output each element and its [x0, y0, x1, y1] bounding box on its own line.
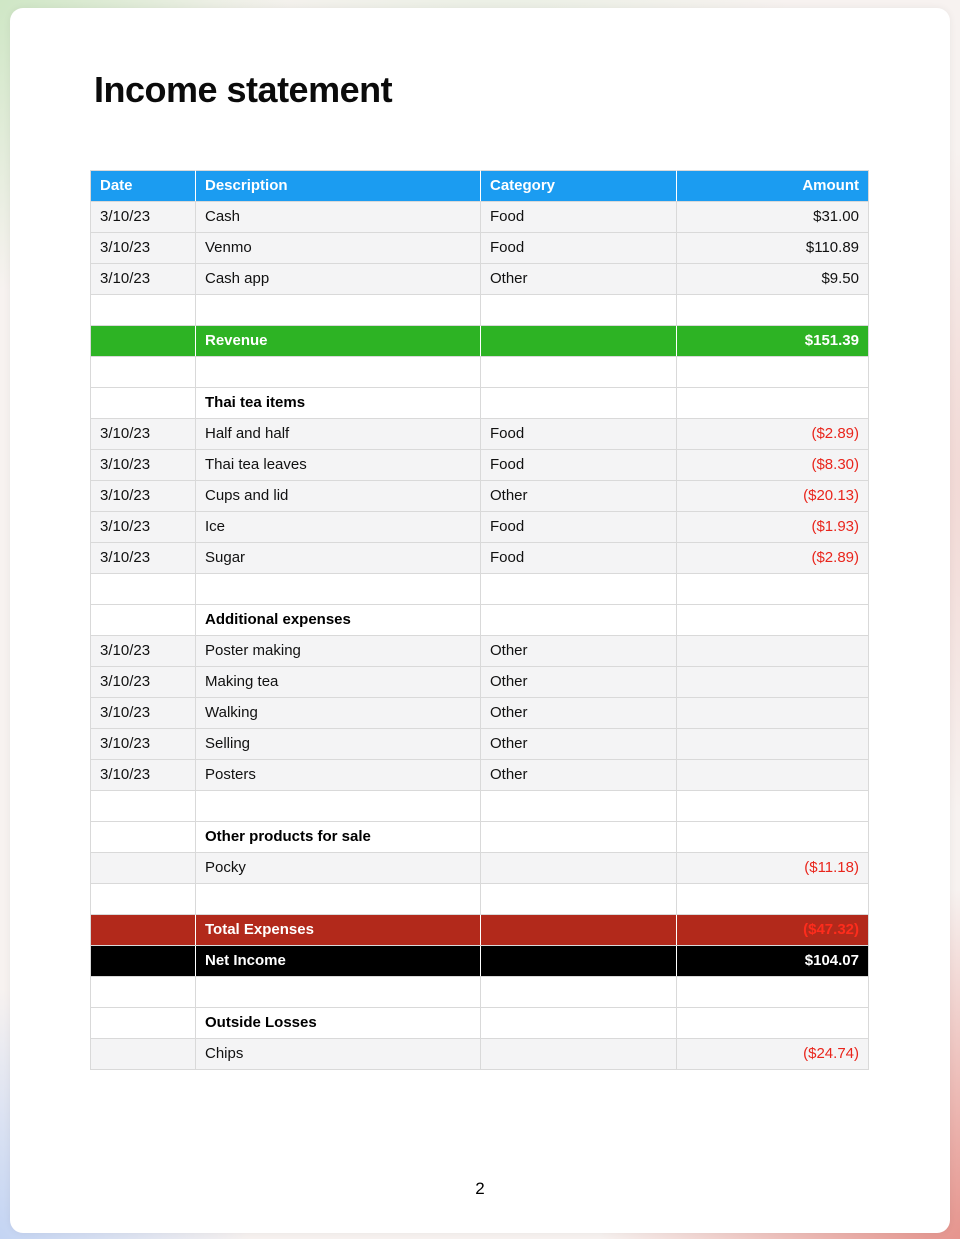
- cell-date: [91, 976, 196, 1007]
- cell-amount: [677, 728, 869, 759]
- cell-category: Other: [481, 697, 677, 728]
- document-page: [10, 8, 950, 1233]
- cell-category: Food: [481, 418, 677, 449]
- table-header-row: [91, 170, 869, 201]
- cell-amount: [677, 387, 869, 418]
- cell-amount: ($2.89): [677, 418, 869, 449]
- table-row-total: [91, 914, 869, 945]
- table-row-data: [91, 542, 869, 573]
- cell-date: 3/10/23: [91, 418, 196, 449]
- table-row-data: [91, 728, 869, 759]
- table-row-data: [91, 201, 869, 232]
- table-row-data: [91, 1038, 869, 1069]
- cell-date: [91, 852, 196, 883]
- column-header-amount: Amount: [677, 170, 869, 201]
- cell-description: [196, 790, 481, 821]
- cell-amount: $9.50: [677, 263, 869, 294]
- cell-description: Total Expenses: [196, 914, 481, 945]
- cell-date: [91, 325, 196, 356]
- cell-description: Thai tea items: [196, 387, 481, 418]
- cell-category: [481, 387, 677, 418]
- cell-category: Food: [481, 542, 677, 573]
- cell-amount: ($8.30): [677, 449, 869, 480]
- cell-amount: [677, 573, 869, 604]
- cell-date: 3/10/23: [91, 232, 196, 263]
- cell-description: Revenue: [196, 325, 481, 356]
- cell-category: [481, 604, 677, 635]
- table-row-data: [91, 759, 869, 790]
- column-header-category: Category: [481, 170, 677, 201]
- cell-description: Selling: [196, 728, 481, 759]
- cell-amount: [677, 790, 869, 821]
- cell-date: [91, 914, 196, 945]
- table-row-data: [91, 449, 869, 480]
- cell-date: 3/10/23: [91, 480, 196, 511]
- table-body: [91, 201, 869, 1069]
- page-number: 2: [475, 1179, 485, 1198]
- table-row-data: [91, 480, 869, 511]
- cell-description: [196, 976, 481, 1007]
- cell-amount: ($1.93): [677, 511, 869, 542]
- cell-category: [481, 325, 677, 356]
- cell-date: 3/10/23: [91, 542, 196, 573]
- table-row-empty: [91, 790, 869, 821]
- table-row-section: [91, 604, 869, 635]
- table-row-empty: [91, 976, 869, 1007]
- cell-category: Other: [481, 759, 677, 790]
- cell-date: [91, 883, 196, 914]
- column-header-description: Description: [196, 170, 481, 201]
- cell-date: [91, 1007, 196, 1038]
- cell-date: 3/10/23: [91, 728, 196, 759]
- cell-amount: [677, 976, 869, 1007]
- cell-amount: $151.39: [677, 325, 869, 356]
- table-row-data: [91, 666, 869, 697]
- cell-description: Outside Losses: [196, 1007, 481, 1038]
- cell-description: Poster making: [196, 635, 481, 666]
- cell-category: [481, 790, 677, 821]
- table-row-data: [91, 852, 869, 883]
- cell-category: Food: [481, 449, 677, 480]
- table-row-section: [91, 821, 869, 852]
- table-row-section: [91, 387, 869, 418]
- cell-date: [91, 294, 196, 325]
- cell-amount: ($24.74): [677, 1038, 869, 1069]
- cell-category: Other: [481, 728, 677, 759]
- cell-category: [481, 852, 677, 883]
- cell-description: [196, 883, 481, 914]
- cell-description: Cups and lid: [196, 480, 481, 511]
- cell-date: [91, 945, 196, 976]
- cell-amount: [677, 821, 869, 852]
- cell-amount: [677, 294, 869, 325]
- cell-description: [196, 356, 481, 387]
- cell-description: Posters: [196, 759, 481, 790]
- cell-amount: [677, 604, 869, 635]
- cell-category: [481, 945, 677, 976]
- cell-amount: $31.00: [677, 201, 869, 232]
- cell-description: Pocky: [196, 852, 481, 883]
- table-row-revenue: [91, 325, 869, 356]
- cell-date: [91, 387, 196, 418]
- table-row-data: [91, 232, 869, 263]
- cell-description: Cash: [196, 201, 481, 232]
- cell-date: [91, 604, 196, 635]
- cell-date: [91, 821, 196, 852]
- cell-description: Ice: [196, 511, 481, 542]
- income-statement-table: [90, 170, 869, 1070]
- cell-category: [481, 294, 677, 325]
- table-row-section: [91, 1007, 869, 1038]
- cell-description: Chips: [196, 1038, 481, 1069]
- cell-date: [91, 790, 196, 821]
- cell-description: Walking: [196, 697, 481, 728]
- table-row-data: [91, 635, 869, 666]
- cell-date: 3/10/23: [91, 511, 196, 542]
- cell-description: Thai tea leaves: [196, 449, 481, 480]
- cell-amount: [677, 697, 869, 728]
- cell-amount: [677, 666, 869, 697]
- cell-amount: ($2.89): [677, 542, 869, 573]
- cell-date: [91, 1038, 196, 1069]
- cell-description: Venmo: [196, 232, 481, 263]
- cell-category: [481, 883, 677, 914]
- cell-category: Other: [481, 635, 677, 666]
- cell-amount: [677, 635, 869, 666]
- cell-description: Net Income: [196, 945, 481, 976]
- cell-category: [481, 356, 677, 387]
- cell-date: 3/10/23: [91, 263, 196, 294]
- table-row-data: [91, 263, 869, 294]
- cell-amount: [677, 356, 869, 387]
- cell-date: 3/10/23: [91, 635, 196, 666]
- cell-category: [481, 1038, 677, 1069]
- table-row-data: [91, 697, 869, 728]
- cell-amount: [677, 759, 869, 790]
- cell-category: Food: [481, 201, 677, 232]
- cell-description: [196, 573, 481, 604]
- cell-category: [481, 821, 677, 852]
- cell-amount: [677, 1007, 869, 1038]
- cell-category: Other: [481, 666, 677, 697]
- cell-description: Cash app: [196, 263, 481, 294]
- cell-date: [91, 573, 196, 604]
- cell-description: Additional expenses: [196, 604, 481, 635]
- table-row-empty: [91, 573, 869, 604]
- cell-category: [481, 573, 677, 604]
- cell-amount: $104.07: [677, 945, 869, 976]
- cell-date: 3/10/23: [91, 666, 196, 697]
- cell-description: [196, 294, 481, 325]
- cell-category: Food: [481, 232, 677, 263]
- cell-description: Half and half: [196, 418, 481, 449]
- table-row-empty: [91, 883, 869, 914]
- cell-category: Other: [481, 480, 677, 511]
- cell-amount: [677, 883, 869, 914]
- cell-category: Other: [481, 263, 677, 294]
- page-title: Income statement: [94, 69, 393, 110]
- cell-date: [91, 356, 196, 387]
- cell-description: Sugar: [196, 542, 481, 573]
- table-row-empty: [91, 356, 869, 387]
- table-row-data: [91, 418, 869, 449]
- table-row-data: [91, 511, 869, 542]
- cell-amount: ($20.13): [677, 480, 869, 511]
- cell-category: Food: [481, 511, 677, 542]
- cell-date: 3/10/23: [91, 449, 196, 480]
- table-row-empty: [91, 294, 869, 325]
- cell-category: [481, 914, 677, 945]
- cell-date: 3/10/23: [91, 697, 196, 728]
- cell-description: Other products for sale: [196, 821, 481, 852]
- cell-amount: $110.89: [677, 232, 869, 263]
- column-header-date: Date: [91, 170, 196, 201]
- cell-description: Making tea: [196, 666, 481, 697]
- table-row-net: [91, 945, 869, 976]
- cell-date: 3/10/23: [91, 201, 196, 232]
- cell-category: [481, 1007, 677, 1038]
- cell-date: 3/10/23: [91, 759, 196, 790]
- cell-amount: ($11.18): [677, 852, 869, 883]
- cell-category: [481, 976, 677, 1007]
- cell-amount: ($47.32): [677, 914, 869, 945]
